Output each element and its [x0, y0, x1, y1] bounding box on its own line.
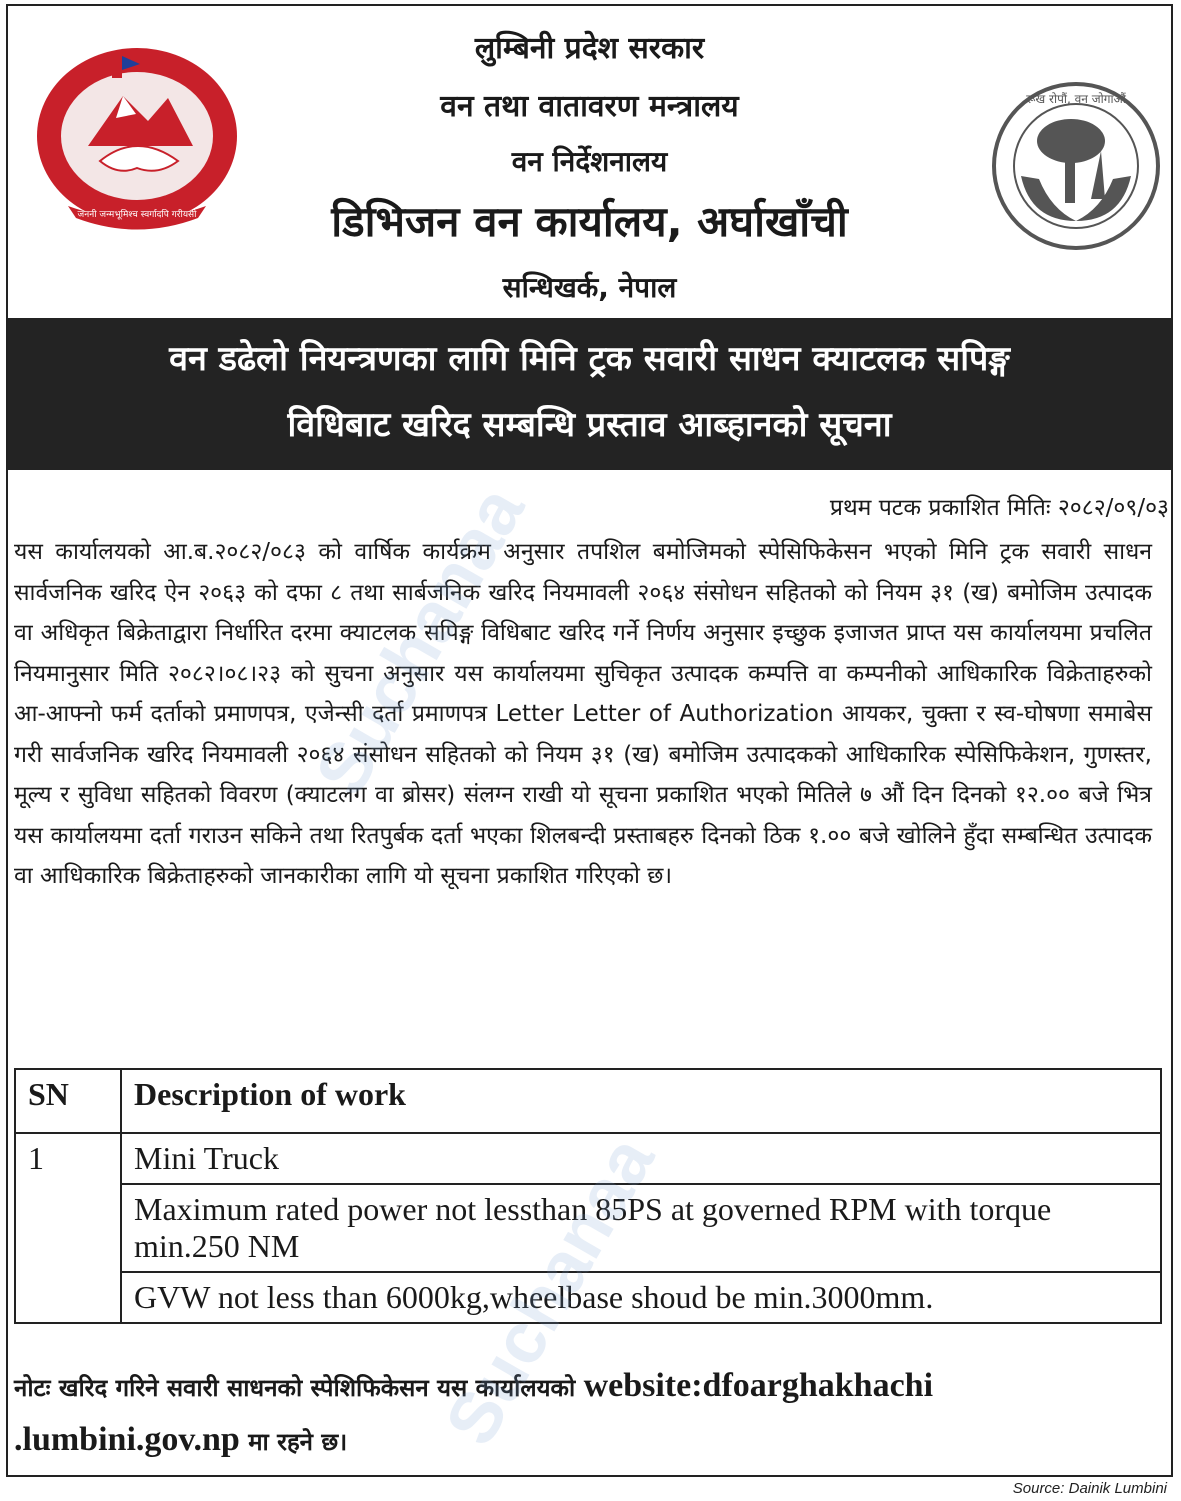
publication-date: प्रथम पटक प्रकाशित मितिः २०८२/०९/०३ [829, 495, 1169, 521]
header-sn: SN [15, 1069, 121, 1133]
note-suffix: मा रहने छ। [248, 1428, 348, 1456]
website-link[interactable]: website:dfoarghakhachi .lumbini.gov.np [14, 1367, 934, 1458]
table-row [15, 1184, 1161, 1272]
svg-text:रूख रोपौं, वन जोगाऔं: रूख रोपौं, वन जोगाऔं [1026, 92, 1126, 106]
table-row [15, 1133, 1161, 1184]
svg-text:जननी जन्मभूमिश्च स्वर्गादपि गर: जननी जन्मभूमिश्च स्वर्गादपि गरीयसी [77, 210, 197, 220]
office-name: डिभिजन वन कार्यालय, अर्घाखाँची [331, 197, 848, 246]
note-prefix: नोटः खरिद गरिने सवारी साधनको स्पेशिफिकेसन यस कार्यालयको [14, 1374, 576, 1402]
title-line-2: विधिबाट खरिद सम्बन्धि प्रस्ताव आब्हानको सूचना [287, 405, 892, 445]
title-line-1: वन डढेलो नियन्त्रणका लागि मिनि ट्रक सवारी साधन क्याटलक सपिङ्ग [169, 339, 1010, 379]
directorate-name: वन निर्देशनालय [511, 145, 668, 178]
spec-power: Maximum rated power not lessthan 85PS at governed RPM with torque min.250 NM [121, 1184, 1161, 1272]
source-credit: Source: Dainik Lumbini [1012, 1480, 1167, 1497]
province-government: लुम्बिनी प्रदेश सरकार [474, 31, 705, 66]
table-row [15, 1272, 1161, 1323]
row-sn: 1 [15, 1133, 121, 1323]
spec-gvw: GVW not less than 6000kg,wheelbase shoud be min.3000mm. [121, 1272, 1161, 1323]
header-description: Description of work [121, 1069, 1161, 1133]
watermark-1: Suchanaa [300, 473, 540, 809]
specification-table [14, 1068, 1162, 1324]
note [14, 1360, 1162, 1468]
office-location: सन्धिखर्क, नेपाल [502, 271, 677, 304]
notice-header [8, 6, 1171, 318]
forest-logo-icon [991, 81, 1161, 251]
table-header-row [15, 1069, 1161, 1133]
ministry-name: वन तथा वातावरण मन्त्रालय [440, 89, 739, 124]
notice-title-banner [8, 318, 1171, 470]
watermark-2: Suchanaa [430, 1123, 670, 1459]
spec-item: Mini Truck [121, 1133, 1161, 1184]
notice-body: यस कार्यालयको आ.ब.२०८२/०८३ को वार्षिक कार्यक्रम अनुसार तपशिल बमोजिमको स्पेसिफिकेसन भएको मिनि ट्रक सवारी साधन सार्वजनिक खरिद ऐन २०६३ को दफा ८ तथा सार्बजनिक खरिद नियमावली २०६४ संसोधन सहितको को नियम ३१ (ख) बमोजिम उत्पादक वा अधिकृत बिक्रेताद्वारा निर्धारित दरमा क्याटलक सपिङ्ग विधिबाट खरिद गर्ने निर्णय अनुसार इच्छुक इजाजत प्राप्त यस कार्यालयमा प्रचलित नियमानुसार मिति २०८२।०८।२३ को सुचना अनुसार यस कार्यालयमा सुचिकृत उत्पादक कम्पत्ति वा कम्पनीको आधिकारिक विक्रेताहरुको आ-आफ्नो फर्म दर्ताको प्रमाणपत्र, एजेन्सी दर्ता प्रमाणपत्र Letter Letter of Authorization आयकर, चुक्ता र स्व-घोषणा समाबेस गरी सार्वजनिक खरिद नियमावली २०६४ संसोधन सहितको को नियम ३१ (ख) बमोजिम उत्पादकको आधिकारिक स्पेसिफिकेशन, गुणस्तर, मूल्य र सुविधा सहितको विवरण (क्याटलग वा ब्रोसर) संलग्न राखी यो सूचना प्रकाशित भएको मितिले ७ औं दिन दिनको १२.०० बजे भित्र यस कार्यालयमा दर्ता गराउन सकिने तथा रितपुर्बक दर्ता भएका शिलबन्दी प्रस्ताबहरु दिनको ठिक १.०० बजे खोलिने हुँदा सम्बन्धित उत्पादक वा आधिकारिक बिक्रेताहरुको जानकारीका लागि यो सूचना प्रकाशित गरिएको छ। [14, 539, 1153, 889]
